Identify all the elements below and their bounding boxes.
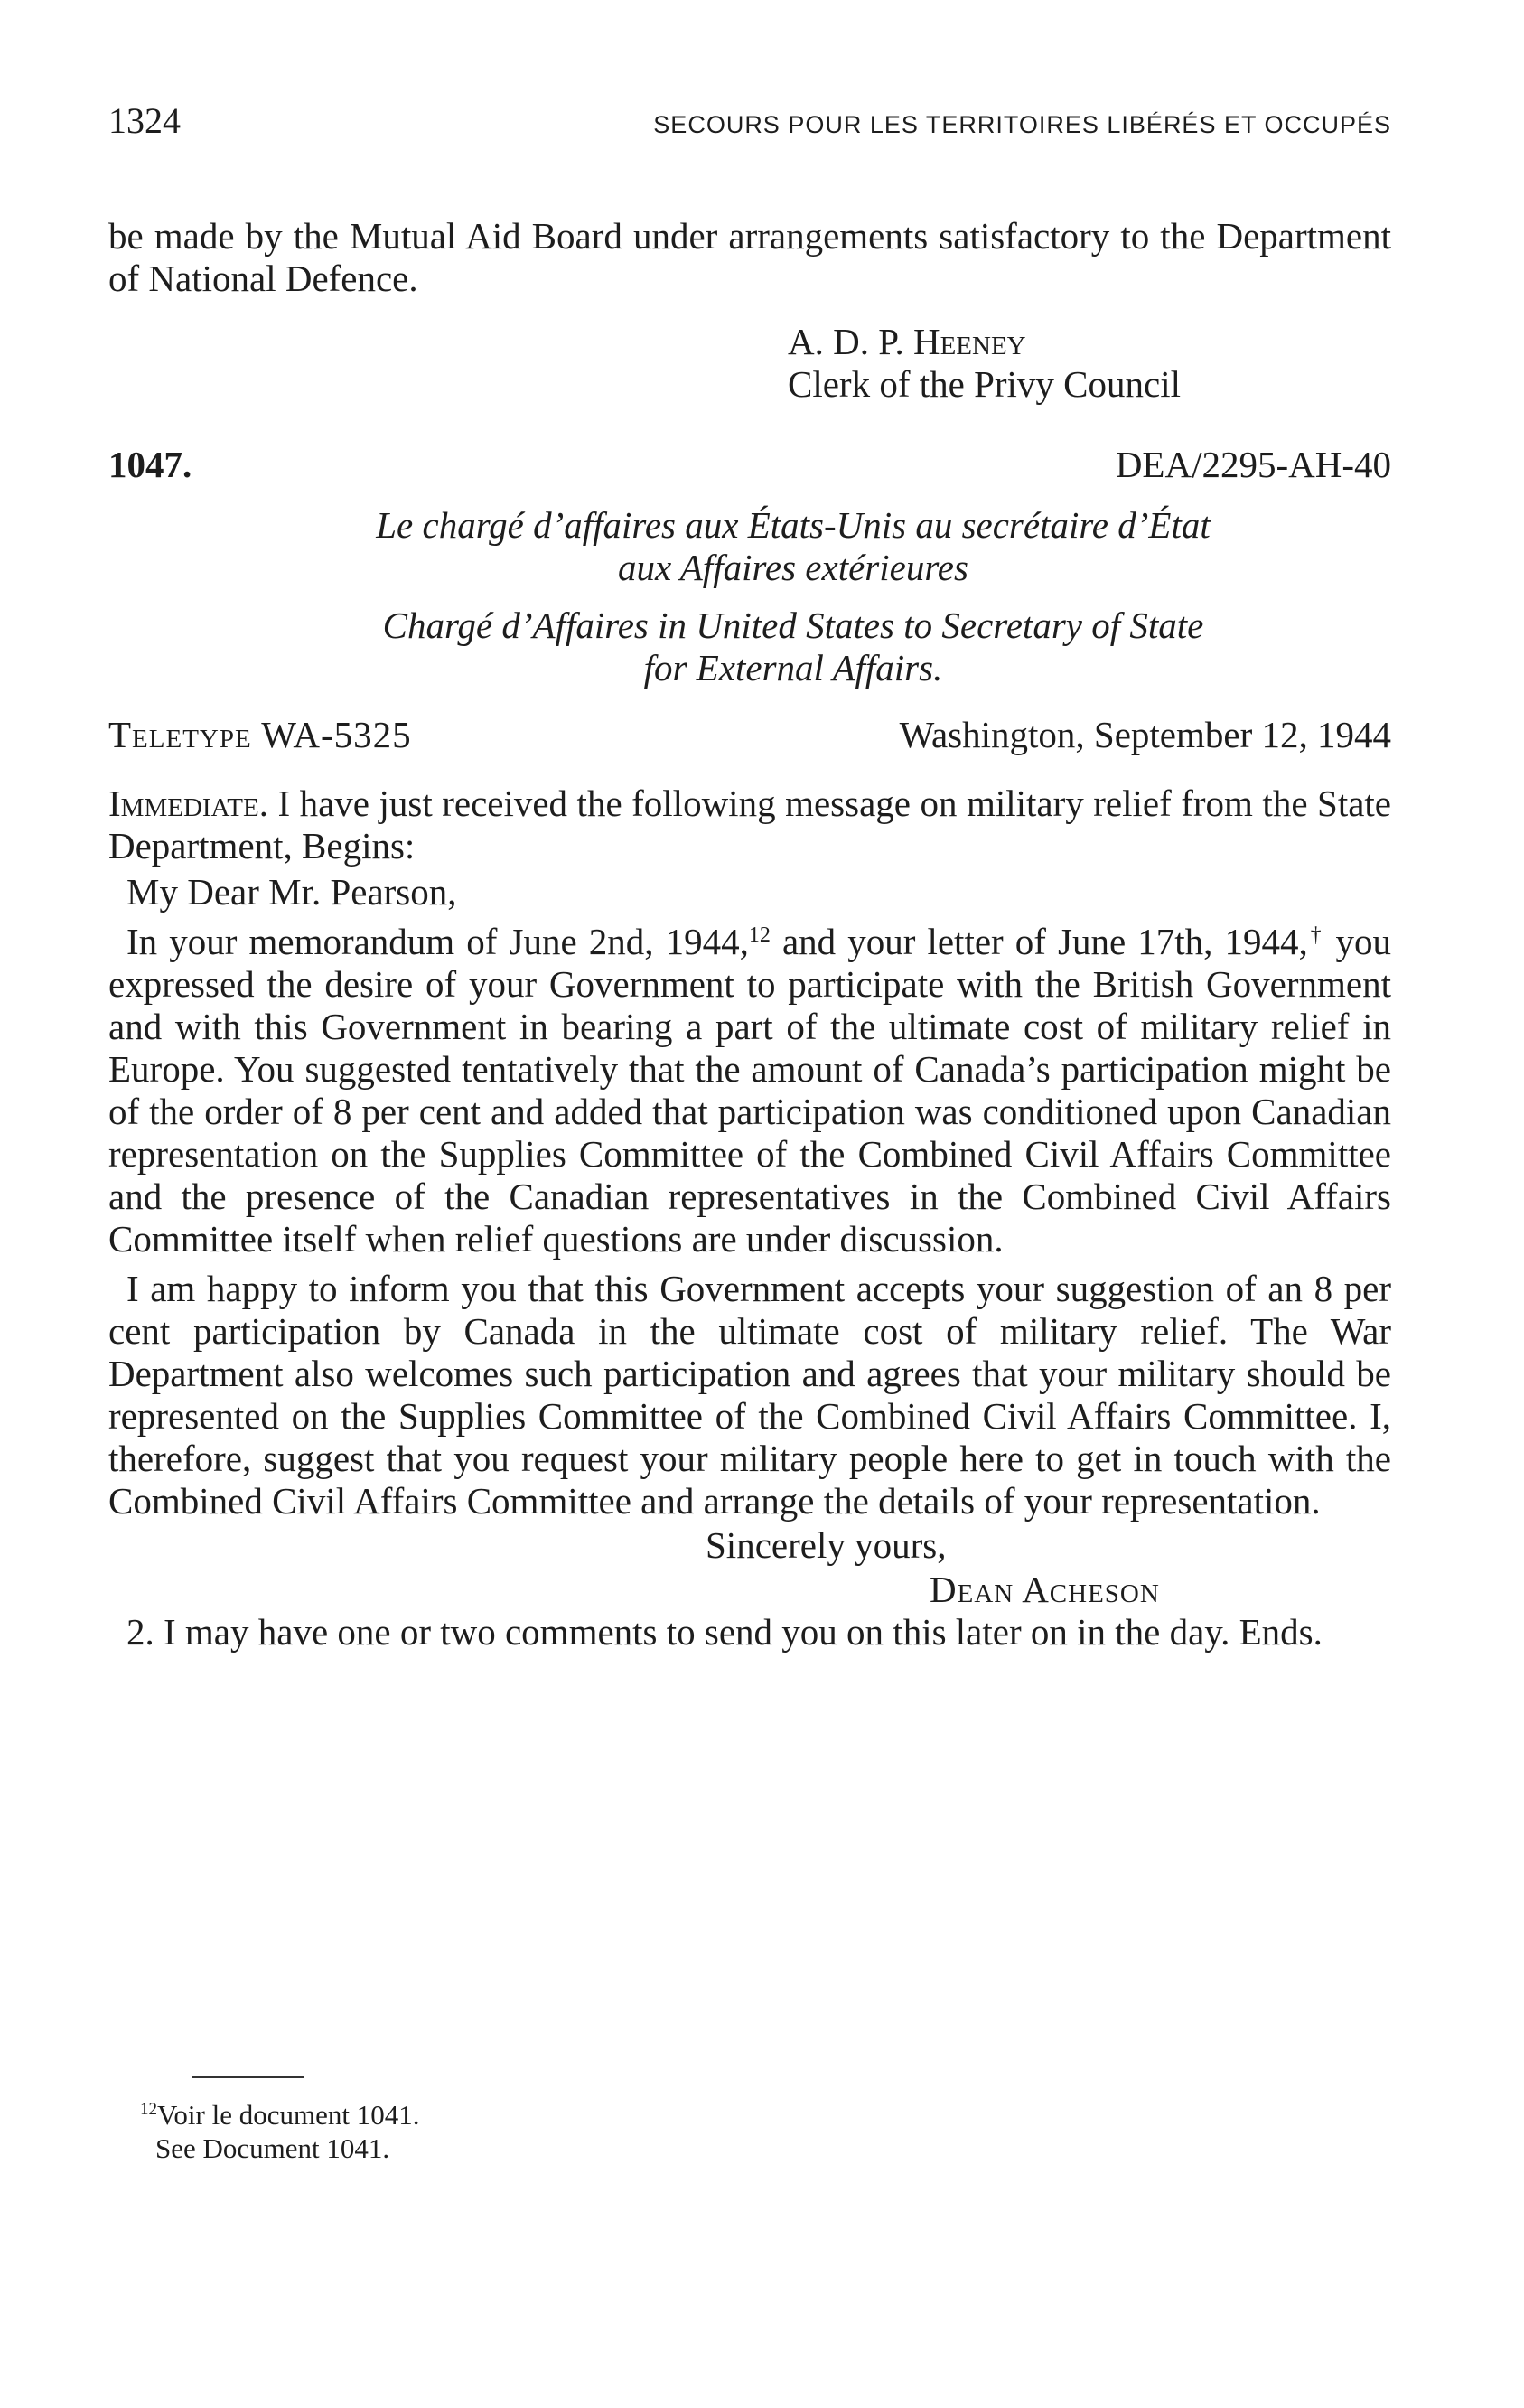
running-head [108,99,1391,145]
signature-name: A. D. P. Heeney [788,321,1026,362]
caption-french [108,504,1391,589]
footnote-text: Voir le document 1041. [157,2099,420,2131]
document-number: 1047. [108,444,192,485]
body-paragraph: I am happy to inform you that this Government accepts your suggestion of an 8 per cent participation by Canada in the ultimate cost of military relief. The War Department also welcomes such participation and agrees that your military should be represented on the Supplies Committee of the Combined Civil Affairs Committee. I, therefore, suggest that you request your military people here to get in touch with the Combined Civil Affairs Committee and arrange the details of your representation. [108,1268,1391,1522]
intro-paragraph: be made by the Mutual Aid Board under arrangements satisfactory to the Department of National Defence. [108,215,1391,299]
body-paragraph [108,782,1391,867]
document-meta [108,714,1391,756]
signature-title: Clerk of the Privy Council [788,363,1182,405]
footnote-marker: 12 [140,2100,157,2119]
document-heading [108,444,1391,486]
dagger-mark: † [1307,923,1324,947]
page-number: 1324 [108,100,181,141]
signer-name: Dean Acheson [930,1569,1160,1610]
footnote-french [140,2098,419,2132]
running-title: SECOURS POUR LES TERRITOIRES LIBÉRÉS ET OCCUPÉS [653,111,1391,138]
footnote-divider [192,2076,304,2078]
teletype-number: Teletype WA-5325 [108,714,412,755]
body-paragraph [108,921,1391,1260]
immediate-text: I have just received the following message on military relief from the State Department, Begins: [108,782,1391,867]
caption-french-line: aux Affaires extérieures [618,547,968,588]
footnote-reference: 12 [748,923,771,947]
body-paragraph: 2. I may have one or two comments to send you on this later on in the day. Ends. [126,1611,1323,1653]
caption-english [108,604,1391,689]
paragraph-text: and your letter of June 17th, 1944, [770,921,1308,962]
paragraph-text: you expressed the desire of your Government to participate with the British Government and with this Government in bearing a part of the ultimate cost of military relief in Europe. You suggested tentatively that the amount of Canada’s participation might be of the order of 8 per cent and added that participation was conditioned upon Canadian representation on the Supplies Committee of the Combined Civil Affairs Committee and the presence of the Canadian representatives in the Combined Civil Affairs Committee itself when relief questions are under discussion. [108,921,1391,1260]
document-reference: DEA/2295-AH-40 [1115,444,1391,485]
footnote-english: See Document 1041. [155,2132,390,2164]
document-page [108,99,1391,1654]
caption-english-line: Chargé d’Affaires in United States to Secretary of State [382,604,1204,646]
salutation: My Dear Mr. Pearson, [126,871,457,913]
place-date: Washington, September 12, 1944 [899,714,1391,755]
caption-english-line: for External Affairs. [643,647,943,689]
footnotes [140,2098,419,2165]
caption-french-line: Le chargé d’affaires aux États-Unis au secrétaire d’État [376,504,1211,546]
immediate-label: Immediate. [108,782,268,824]
signature-block [788,321,1391,406]
paragraph-text: In your memorandum of June 2nd, 1944, [126,921,749,962]
closing: Sincerely yours, [706,1524,947,1566]
